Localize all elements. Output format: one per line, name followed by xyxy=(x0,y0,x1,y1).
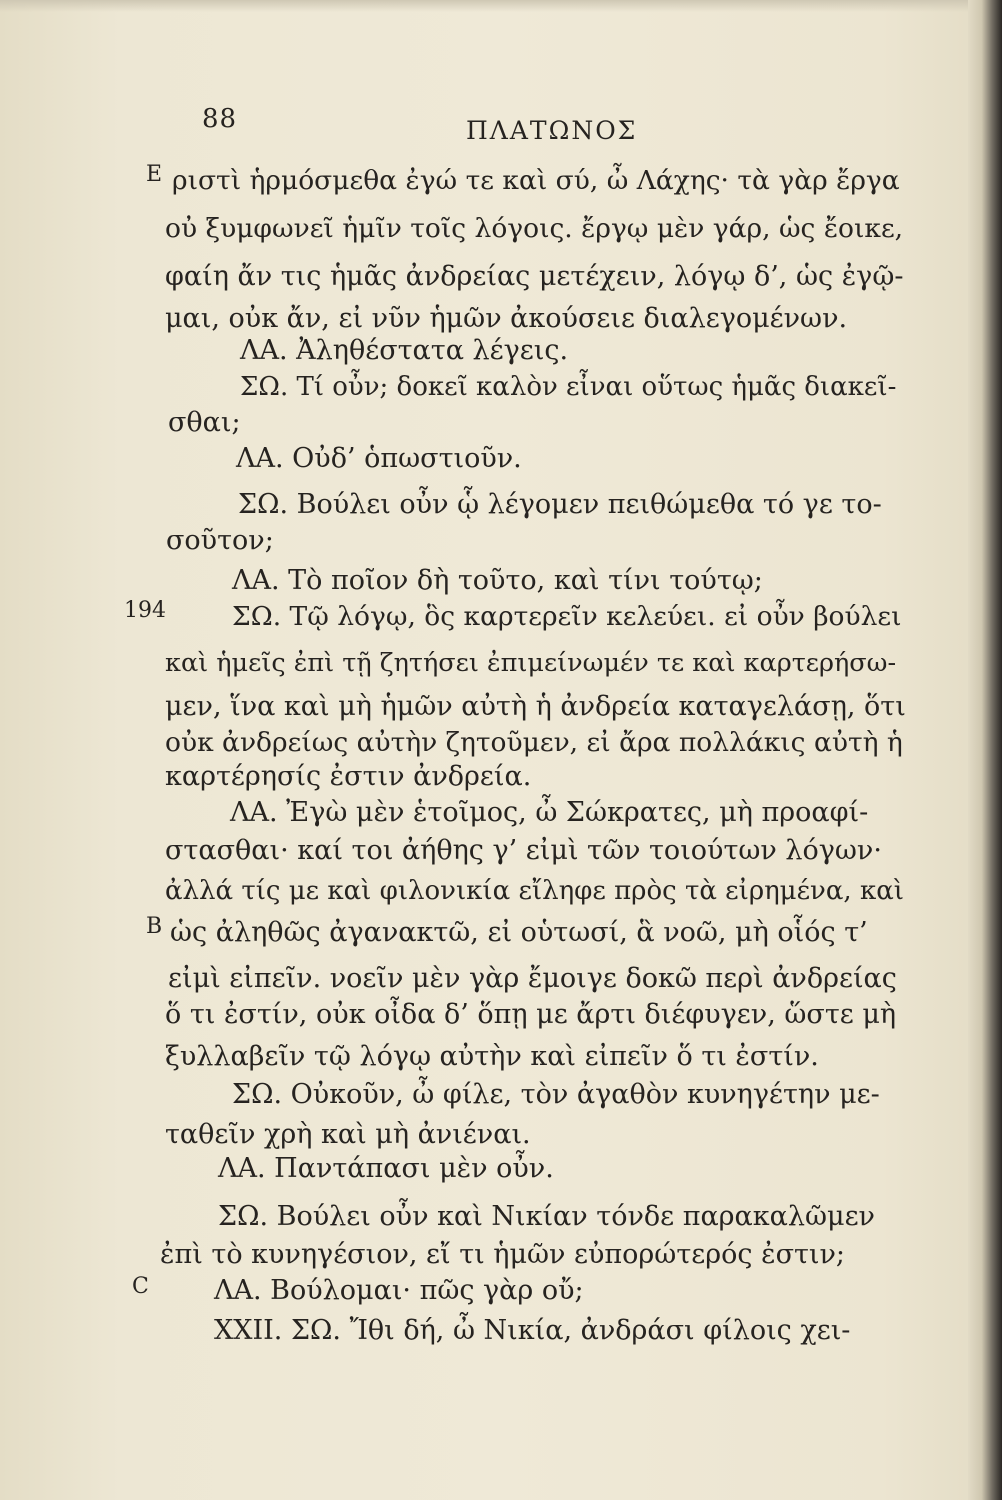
text-line: ΛΑ. Βούλομαι· πῶς γὰρ οὔ; xyxy=(214,1275,584,1306)
text-line: ΛΑ. Ἀληθέστατα λέγεις. xyxy=(240,335,569,366)
text-line: ὡς ἀληθῶς ἀγανακτῶ, εἰ οὑτωσί, ἃ νοῶ, μὴ οἷός τ’ xyxy=(170,917,868,948)
text-line: μεν, ἵνα καὶ μὴ ἡμῶν αὐτὴ ἡ ἀνδρεία καταγελάσῃ, ὅτι xyxy=(165,691,906,722)
text-line: ΣΩ. Βούλει οὖν καὶ Νικίαν τόνδε παρακαλῶμεν xyxy=(218,1201,875,1232)
text-line: ΛΑ. Παντάπασι μὲν οὖν. xyxy=(218,1153,554,1184)
margin-marker-e: E xyxy=(146,162,163,187)
text-line: ΣΩ. Τί οὖν; δοκεῖ καλὸν εἶναι οὕτως ἡμᾶς διακεῖ- xyxy=(240,372,897,402)
text-line: ἐπὶ τὸ κυνηγέσιον, εἴ τι ἡμῶν εὐπορώτερός ἐστιν; xyxy=(160,1239,846,1270)
text-line: ΣΩ. Οὐκοῦν, ὦ φίλε, τὸν ἀγαθὸν κυνηγέτην με- xyxy=(232,1079,880,1110)
text-line: ΣΩ. Βούλει οὖν ᾧ λέγομεν πειθώμεθα τό γε το- xyxy=(238,489,882,520)
margin-marker-c: C xyxy=(132,1274,149,1299)
margin-stephanus-194: 194 xyxy=(124,598,166,623)
text-line: οὐ ξυμφωνεῖ ἡμῖν τοῖς λόγοις. ἔργῳ μὲν γάρ, ὡς ἔοικε, xyxy=(165,213,904,244)
text-line: ΛΑ. Οὐδ’ ὁπωστιοῦν. xyxy=(236,443,522,474)
binding-edge xyxy=(968,0,1002,1500)
text-line: σοῦτον; xyxy=(166,525,274,556)
text-line: ΛΑ. Ἐγὼ μὲν ἑτοῖμος, ὦ Σώκρατες, μὴ προαφί- xyxy=(230,797,869,828)
text-line: οὐκ ἀνδρείως αὐτὴν ζητοῦμεν, εἰ ἄρα πολλάκις αὐτὴ ἡ xyxy=(165,727,903,758)
text-line: ὅ τι ἐστίν, οὐκ οἶδα δ’ ὅπῃ με ἄρτι διέφυγεν, ὥστε μὴ xyxy=(165,999,897,1030)
text-line: φαίη ἄν τις ἡμᾶς ἀνδρείας μετέχειν, λόγῳ δ’, ὡς ἐγῷ- xyxy=(165,261,904,292)
text-line: XXII. ΣΩ. Ἴθι δή, ὦ Νικία, ἀνδράσι φίλοις χει- xyxy=(214,1315,851,1346)
text-line: ριστὶ ἡρμόσμεθα ἐγώ τε καὶ σύ, ὦ Λάχης· τὰ γὰρ ἔργα xyxy=(172,165,900,196)
text-line: ΣΩ. Τῷ λόγῳ, ὃς καρτερεῖν κελεύει. εἰ οὖν βούλει xyxy=(232,601,902,632)
text-line: μαι, οὐκ ἄν, εἰ νῦν ἡμῶν ἀκούσειε διαλεγομένων. xyxy=(165,303,848,334)
text-line: ξυλλαβεῖν τῷ λόγῳ αὐτὴν καὶ εἰπεῖν ὅ τι ἐστίν. xyxy=(165,1041,819,1072)
text-line: στασθαι· καί τοι ἀήθης γ’ εἰμὶ τῶν τοιούτων λόγων· xyxy=(165,835,882,866)
text-line: καὶ ἡμεῖς ἐπὶ τῇ ζητήσει ἐπιμείνωμέν τε καὶ καρτερήσω- xyxy=(165,648,897,678)
text-line: ταθεῖν χρὴ καὶ μὴ ἀνιέναι. xyxy=(165,1119,531,1150)
text-line: ΛΑ. Τὸ ποῖον δὴ τοῦτο, καὶ τίνι τούτῳ; xyxy=(232,565,763,596)
text-line: σθαι; xyxy=(168,407,241,438)
page-number: 88 xyxy=(202,104,238,134)
page-top-edge xyxy=(0,0,1002,12)
text-line: εἰμὶ εἰπεῖν. νοεῖν μὲν γὰρ ἔμοιγε δοκῶ περὶ ἀνδρείας xyxy=(168,963,897,994)
text-line: καρτέρησίς ἐστιν ἀνδρεία. xyxy=(165,761,532,792)
margin-marker-b: B xyxy=(146,914,163,939)
running-head: ΠΛΑΤΩΝΟΣ xyxy=(466,116,638,145)
text-line: ἀλλά τίς με καὶ φιλονικία εἴληφε πρὸς τὰ εἰρημένα, καὶ xyxy=(165,876,904,906)
